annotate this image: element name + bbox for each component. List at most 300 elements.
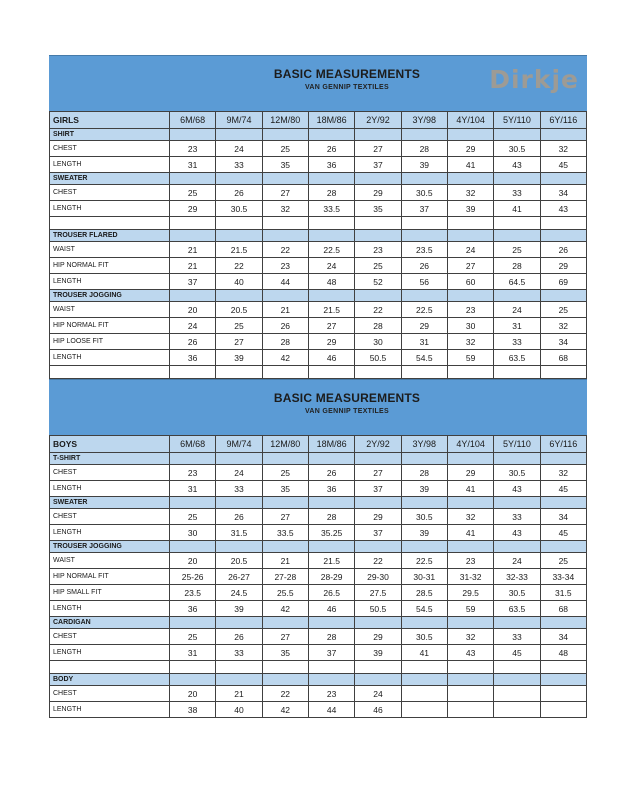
value-cell: 22 <box>355 553 401 569</box>
value-cell: 25.5 <box>262 585 308 601</box>
row-label-cell: TROUSER FLARED <box>50 230 170 242</box>
value-cell: 30 <box>170 525 216 541</box>
data-row-hip-small-fit <box>50 585 587 601</box>
value-cell: 60 <box>447 274 493 290</box>
size-header-row <box>50 436 587 453</box>
value-cell: 35 <box>355 201 401 217</box>
value-cell <box>262 661 308 674</box>
value-cell <box>494 366 540 379</box>
value-cell <box>447 129 493 141</box>
value-cell <box>216 661 262 674</box>
value-cell <box>401 661 447 674</box>
value-cell <box>170 217 216 230</box>
value-cell: 37 <box>308 645 354 661</box>
value-cell <box>401 217 447 230</box>
value-cell: 31 <box>494 318 540 334</box>
section-row-cardigan <box>50 617 587 629</box>
data-row-hip-loose-fit <box>50 334 587 350</box>
row-label-cell: CHEST <box>50 141 170 157</box>
value-cell <box>540 702 586 718</box>
empty-row <box>50 366 587 379</box>
value-cell: 33.5 <box>262 525 308 541</box>
value-cell <box>216 497 262 509</box>
value-cell: 41 <box>447 481 493 497</box>
row-label-cell: LENGTH <box>50 274 170 290</box>
row-label-cell: HIP NORMAL FIT <box>50 318 170 334</box>
row-label-cell: LENGTH <box>50 201 170 217</box>
size-header-cell: 5Y/110 <box>494 436 540 453</box>
value-cell: 27.5 <box>355 585 401 601</box>
value-cell: 22 <box>216 258 262 274</box>
boys-section <box>49 379 587 718</box>
size-header-cell: 2Y/92 <box>355 112 401 129</box>
value-cell: 39 <box>401 525 447 541</box>
row-label-cell: HIP SMALL FIT <box>50 585 170 601</box>
value-cell: 23.5 <box>401 242 447 258</box>
value-cell: 28 <box>308 185 354 201</box>
size-header-cell: 6M/68 <box>170 112 216 129</box>
value-cell: 25 <box>355 258 401 274</box>
value-cell: 39 <box>355 645 401 661</box>
value-cell: 27 <box>308 318 354 334</box>
value-cell: 59 <box>447 601 493 617</box>
value-cell <box>494 702 540 718</box>
section-row-trouser-jogging <box>50 290 587 302</box>
size-header-cell: 9M/74 <box>216 436 262 453</box>
value-cell <box>447 541 493 553</box>
value-cell: 33 <box>494 334 540 350</box>
value-cell: 23 <box>262 258 308 274</box>
value-cell: 42 <box>262 350 308 366</box>
data-row-length <box>50 525 587 541</box>
value-cell: 45 <box>540 525 586 541</box>
value-cell <box>355 230 401 242</box>
value-cell: 50.5 <box>355 350 401 366</box>
value-cell <box>494 661 540 674</box>
value-cell: 54.5 <box>401 350 447 366</box>
value-cell <box>540 541 586 553</box>
data-row-chest <box>50 465 587 481</box>
value-cell: 29 <box>355 509 401 525</box>
value-cell <box>540 173 586 185</box>
section-row-body <box>50 674 587 686</box>
value-cell <box>401 290 447 302</box>
value-cell <box>447 497 493 509</box>
value-cell: 22 <box>355 302 401 318</box>
size-header-cell: 6Y/116 <box>540 436 586 453</box>
value-cell: 29 <box>355 185 401 201</box>
value-cell: 48 <box>540 645 586 661</box>
value-cell <box>308 453 354 465</box>
value-cell: 22.5 <box>308 242 354 258</box>
value-cell <box>401 617 447 629</box>
value-cell: 21.5 <box>308 553 354 569</box>
value-cell: 20 <box>170 686 216 702</box>
value-cell <box>170 173 216 185</box>
value-cell <box>355 497 401 509</box>
value-cell: 28 <box>494 258 540 274</box>
value-cell: 32 <box>262 201 308 217</box>
value-cell: 43 <box>447 645 493 661</box>
value-cell <box>170 290 216 302</box>
value-cell: 46 <box>308 601 354 617</box>
size-header-cell: 18M/86 <box>308 112 354 129</box>
value-cell: 33 <box>494 509 540 525</box>
value-cell <box>494 230 540 242</box>
value-cell: 23 <box>170 465 216 481</box>
value-cell: 32-33 <box>494 569 540 585</box>
value-cell: 27 <box>262 185 308 201</box>
size-header-cell: 9M/74 <box>216 112 262 129</box>
group-header-cell: BOYS <box>50 436 170 453</box>
data-row-chest <box>50 141 587 157</box>
value-cell <box>262 217 308 230</box>
value-cell: 25 <box>262 141 308 157</box>
value-cell: 25 <box>540 302 586 318</box>
value-cell: 56 <box>401 274 447 290</box>
value-cell: 21.5 <box>308 302 354 318</box>
value-cell <box>170 661 216 674</box>
row-label-cell: TROUSER JOGGING <box>50 290 170 302</box>
value-cell <box>170 674 216 686</box>
value-cell <box>216 230 262 242</box>
value-cell: 24.5 <box>216 585 262 601</box>
value-cell: 45 <box>494 645 540 661</box>
value-cell <box>262 617 308 629</box>
value-cell <box>216 453 262 465</box>
value-cell <box>447 702 493 718</box>
row-label-cell: CHEST <box>50 629 170 645</box>
section-row-sweater <box>50 497 587 509</box>
value-cell: 39 <box>401 157 447 173</box>
value-cell: 31 <box>170 481 216 497</box>
value-cell: 20 <box>170 553 216 569</box>
value-cell: 31 <box>170 157 216 173</box>
data-row-length <box>50 601 587 617</box>
value-cell: 26 <box>540 242 586 258</box>
value-cell: 24 <box>494 302 540 318</box>
value-cell: 33 <box>216 645 262 661</box>
value-cell <box>447 217 493 230</box>
value-cell: 29 <box>355 629 401 645</box>
value-cell: 32 <box>540 318 586 334</box>
value-cell <box>494 541 540 553</box>
value-cell: 36 <box>308 157 354 173</box>
value-cell <box>447 173 493 185</box>
value-cell: 31 <box>401 334 447 350</box>
value-cell <box>262 290 308 302</box>
section-row-trouser-jogging <box>50 541 587 553</box>
value-cell: 29.5 <box>447 585 493 601</box>
value-cell <box>308 230 354 242</box>
boys-size-table <box>49 435 587 718</box>
value-cell <box>355 674 401 686</box>
value-cell <box>401 129 447 141</box>
value-cell: 45 <box>540 481 586 497</box>
value-cell <box>401 173 447 185</box>
value-cell <box>494 129 540 141</box>
value-cell: 59 <box>447 350 493 366</box>
value-cell: 26 <box>216 185 262 201</box>
value-cell: 21.5 <box>216 242 262 258</box>
size-header-cell: 12M/80 <box>262 436 308 453</box>
value-cell: 33.5 <box>308 201 354 217</box>
value-cell <box>170 497 216 509</box>
row-label-cell: LENGTH <box>50 702 170 718</box>
value-cell <box>447 686 493 702</box>
value-cell: 33 <box>494 185 540 201</box>
value-cell: 31-32 <box>447 569 493 585</box>
value-cell: 68 <box>540 350 586 366</box>
value-cell <box>170 617 216 629</box>
value-cell <box>170 230 216 242</box>
value-cell: 45 <box>540 157 586 173</box>
value-cell: 39 <box>216 350 262 366</box>
value-cell: 23 <box>308 686 354 702</box>
row-label-cell: HIP LOOSE FIT <box>50 334 170 350</box>
value-cell: 27 <box>355 141 401 157</box>
row-label-cell: LENGTH <box>50 350 170 366</box>
value-cell <box>308 541 354 553</box>
value-cell: 25 <box>170 509 216 525</box>
value-cell <box>216 366 262 379</box>
size-header-cell: 4Y/104 <box>447 436 493 453</box>
value-cell: 64.5 <box>494 274 540 290</box>
value-cell: 69 <box>540 274 586 290</box>
value-cell: 28 <box>401 141 447 157</box>
value-cell <box>355 617 401 629</box>
value-cell: 37 <box>355 481 401 497</box>
value-cell <box>401 366 447 379</box>
value-cell: 20 <box>170 302 216 318</box>
value-cell <box>494 290 540 302</box>
value-cell <box>494 217 540 230</box>
value-cell: 28 <box>401 465 447 481</box>
data-row-length <box>50 350 587 366</box>
value-cell: 26 <box>308 465 354 481</box>
value-cell <box>355 453 401 465</box>
value-cell: 37 <box>401 201 447 217</box>
value-cell: 39 <box>216 601 262 617</box>
value-cell: 25 <box>494 242 540 258</box>
value-cell <box>447 230 493 242</box>
value-cell <box>401 702 447 718</box>
value-cell: 28.5 <box>401 585 447 601</box>
data-row-hip-normal-fit <box>50 569 587 585</box>
row-label-cell: WAIST <box>50 242 170 258</box>
value-cell <box>262 674 308 686</box>
size-header-cell: 3Y/98 <box>401 436 447 453</box>
value-cell: 21 <box>170 258 216 274</box>
value-cell <box>262 129 308 141</box>
row-label-cell: LENGTH <box>50 601 170 617</box>
value-cell: 26 <box>170 334 216 350</box>
value-cell: 42 <box>262 601 308 617</box>
value-cell: 25 <box>262 465 308 481</box>
value-cell <box>170 366 216 379</box>
value-cell: 20.5 <box>216 553 262 569</box>
value-cell: 25 <box>216 318 262 334</box>
value-cell: 37 <box>355 157 401 173</box>
value-cell: 26 <box>216 629 262 645</box>
row-label-cell: CHEST <box>50 465 170 481</box>
value-cell: 21 <box>262 553 308 569</box>
value-cell: 35.25 <box>308 525 354 541</box>
row-label-cell: SHIRT <box>50 129 170 141</box>
value-cell: 52 <box>355 274 401 290</box>
value-cell: 27-28 <box>262 569 308 585</box>
value-cell: 38 <box>170 702 216 718</box>
value-cell: 20.5 <box>216 302 262 318</box>
empty-row <box>50 217 587 230</box>
value-cell: 29 <box>447 465 493 481</box>
row-label-cell: LENGTH <box>50 645 170 661</box>
value-cell: 34 <box>540 509 586 525</box>
value-cell: 34 <box>540 334 586 350</box>
row-label-cell: BODY <box>50 674 170 686</box>
value-cell: 24 <box>216 465 262 481</box>
value-cell: 31.5 <box>540 585 586 601</box>
value-cell <box>216 617 262 629</box>
data-row-chest <box>50 686 587 702</box>
value-cell: 35 <box>262 481 308 497</box>
value-cell: 26-27 <box>216 569 262 585</box>
value-cell: 22.5 <box>401 302 447 318</box>
value-cell: 41 <box>447 525 493 541</box>
value-cell: 41 <box>494 201 540 217</box>
row-label-cell: T-SHIRT <box>50 453 170 465</box>
value-cell: 36 <box>308 481 354 497</box>
boys-title-band <box>49 379 587 435</box>
value-cell <box>216 129 262 141</box>
value-cell: 35 <box>262 157 308 173</box>
value-cell <box>308 217 354 230</box>
value-cell: 23.5 <box>170 585 216 601</box>
data-row-length <box>50 645 587 661</box>
table-subtitle: VAN GENNIP TEXTILES <box>304 408 389 415</box>
value-cell <box>494 674 540 686</box>
row-label-cell: LENGTH <box>50 525 170 541</box>
value-cell <box>540 686 586 702</box>
value-cell: 29 <box>447 141 493 157</box>
value-cell: 34 <box>540 629 586 645</box>
value-cell: 30.5 <box>401 185 447 201</box>
value-cell <box>401 686 447 702</box>
value-cell: 37 <box>355 525 401 541</box>
value-cell: 68 <box>540 601 586 617</box>
size-header-cell: 18M/86 <box>308 436 354 453</box>
value-cell <box>540 217 586 230</box>
value-cell <box>308 497 354 509</box>
value-cell: 28 <box>308 509 354 525</box>
value-cell: 37 <box>170 274 216 290</box>
value-cell: 21 <box>216 686 262 702</box>
value-cell <box>540 366 586 379</box>
row-label-cell: TROUSER JOGGING <box>50 541 170 553</box>
value-cell <box>308 290 354 302</box>
value-cell: 24 <box>447 242 493 258</box>
value-cell <box>308 129 354 141</box>
row-label-cell: LENGTH <box>50 157 170 173</box>
value-cell <box>308 617 354 629</box>
value-cell <box>447 674 493 686</box>
size-header-cell: 6Y/116 <box>540 112 586 129</box>
value-cell <box>447 290 493 302</box>
section-row-t-shirt <box>50 453 587 465</box>
data-row-hip-normal-fit <box>50 318 587 334</box>
value-cell <box>262 453 308 465</box>
value-cell: 32 <box>447 509 493 525</box>
value-cell <box>216 173 262 185</box>
value-cell <box>308 366 354 379</box>
value-cell: 25 <box>170 185 216 201</box>
value-cell: 24 <box>170 318 216 334</box>
value-cell <box>308 661 354 674</box>
value-cell <box>540 674 586 686</box>
size-header-cell: 2Y/92 <box>355 436 401 453</box>
value-cell: 30.5 <box>494 465 540 481</box>
row-label-cell: WAIST <box>50 553 170 569</box>
table-title: BASIC MEASUREMENTS <box>273 67 421 81</box>
data-row-chest <box>50 629 587 645</box>
size-header-row <box>50 112 587 129</box>
row-label-cell: LENGTH <box>50 481 170 497</box>
size-header-cell: 12M/80 <box>262 112 308 129</box>
value-cell <box>308 674 354 686</box>
row-label-cell: HIP NORMAL FIT <box>50 569 170 585</box>
value-cell: 28 <box>308 629 354 645</box>
empty-row <box>50 661 587 674</box>
value-cell: 30.5 <box>494 585 540 601</box>
value-cell <box>216 674 262 686</box>
value-cell: 28-29 <box>308 569 354 585</box>
value-cell: 41 <box>447 157 493 173</box>
data-row-length <box>50 481 587 497</box>
value-cell <box>494 497 540 509</box>
value-cell: 22 <box>262 242 308 258</box>
value-cell <box>216 541 262 553</box>
size-header-cell: 6M/68 <box>170 436 216 453</box>
value-cell <box>170 541 216 553</box>
value-cell <box>355 541 401 553</box>
value-cell <box>540 129 586 141</box>
size-header-cell: 3Y/98 <box>401 112 447 129</box>
value-cell <box>494 453 540 465</box>
value-cell: 44 <box>308 702 354 718</box>
value-cell <box>355 661 401 674</box>
value-cell <box>262 173 308 185</box>
value-cell <box>262 366 308 379</box>
value-cell: 39 <box>401 481 447 497</box>
value-cell: 46 <box>355 702 401 718</box>
row-label-cell: WAIST <box>50 302 170 318</box>
value-cell: 31 <box>170 645 216 661</box>
value-cell: 36 <box>170 601 216 617</box>
value-cell: 27 <box>355 465 401 481</box>
value-cell <box>401 674 447 686</box>
value-cell: 54.5 <box>401 601 447 617</box>
value-cell: 29 <box>540 258 586 274</box>
row-label-cell <box>50 366 170 379</box>
value-cell: 31.5 <box>216 525 262 541</box>
value-cell: 48 <box>308 274 354 290</box>
value-cell <box>540 290 586 302</box>
value-cell <box>494 686 540 702</box>
value-cell: 30-31 <box>401 569 447 585</box>
value-cell: 25 <box>540 553 586 569</box>
size-chart-sheet <box>49 55 587 718</box>
data-row-waist <box>50 242 587 258</box>
